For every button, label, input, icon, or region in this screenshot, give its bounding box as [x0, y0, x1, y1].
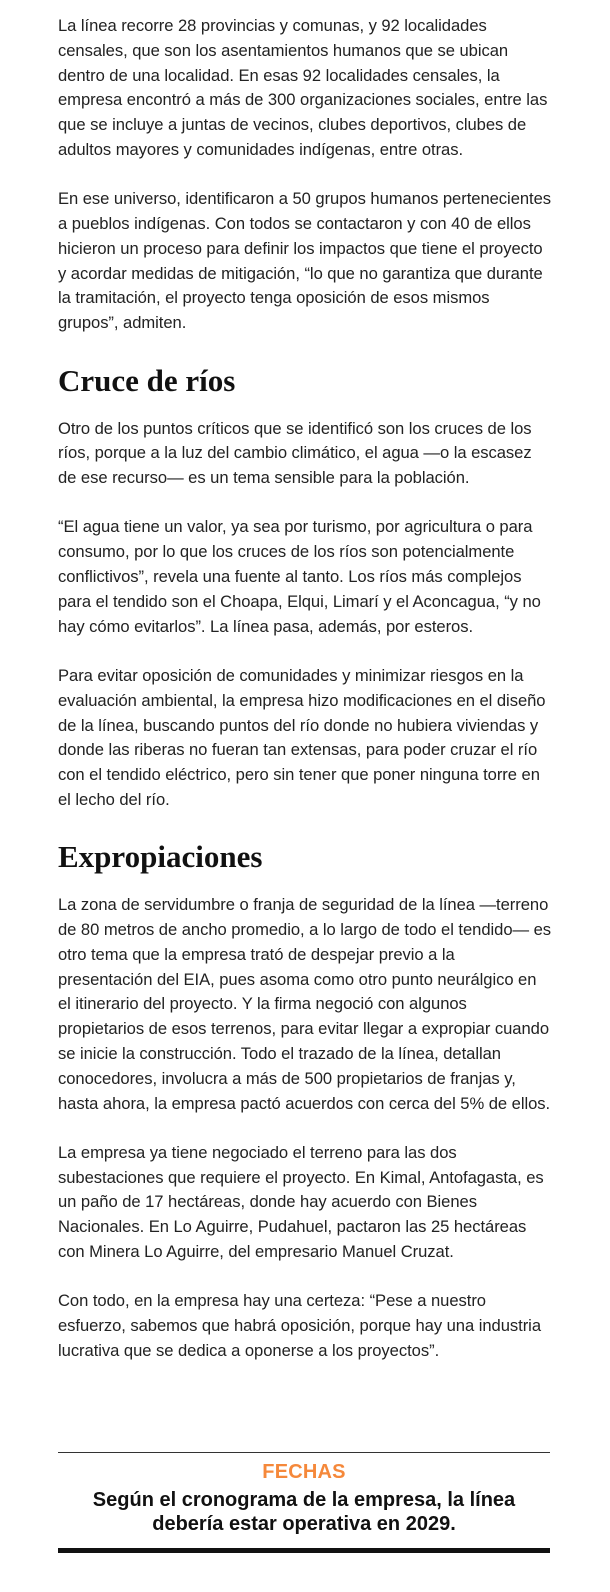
paragraph: La zona de servidumbre o franja de seguridad de la línea —terreno de 80 metros de ancho promedio, a lo largo de todo el tendido— es otro tema que la empresa trató de despejar previo a la presentación del EIA, pues asoma como otro punto neurálgico en el itinerario del proyecto. Y la firma negoció con algunos propietarios de esos terrenos, para evitar llegar a expropiar cuando se inicie la construcción. Todo el trazado de la línea, detallan conocedores, involucra a más de 500 propietarios de franjas y, hasta ahora, la empresa pactó acuerdos con cerca del 5% de ellos. — [58, 895, 552, 1113]
section-heading-expropiaciones: Expropiaciones — [58, 839, 263, 875]
section-heading-cruce-de-rios: Cruce de ríos — [58, 362, 236, 398]
paragraph: La línea recorre 28 provincias y comunas, y 92 localidades censales, que son los asentamientos humanos que se ubican dentro de una localidad. En esas 92 localidades censales, la empresa encontró a más de 300 organizaciones sociales, entre las que se incluye a juntas de vecinos, clubes deportivos, clubes de adultos mayores y comunidades indígenas, entre otras. — [58, 16, 548, 159]
paragraph: En ese universo, identificaron a 50 grupos humanos pertenecientes a pueblos indígenas. Con todos se contactaron y con 40 de ellos hicieron un proceso para definir los impactos que tiene el proyecto y acordar medidas de mitigación, “lo que no garantiza que durante la tramitación, el proyecto tenga oposición de esos mismos grupos”, admiten. — [58, 189, 552, 333]
fechas-callout-box — [58, 1452, 550, 1553]
paragraph: La empresa ya tiene negociado el terreno para las dos subestaciones que requiere el proyecto. En Kimal, Antofagasta, es un paño de 17 hectáreas, donde hay acuerdo con Bienes Nacionales. En Lo Aguirre, Pudahuel, pactaron las 25 hectáreas con Minera Lo Aguirre, del empresario Manuel Cruzat. — [58, 1142, 544, 1262]
callout-text: Según el cronograma de la empresa, la línea debería estar operativa en 2029. — [92, 1489, 516, 1535]
callout-label: FECHAS — [262, 1461, 346, 1483]
article-body — [58, 0, 552, 1535]
paragraph: Para evitar oposición de comunidades y minimizar riesgos en la evaluación ambiental, la empresa hizo modificaciones en el diseño de la línea, buscando puntos del río donde no hubiera viviendas y donde las riberas no fueran tan extensas, para poder cruzar el río con el tendido eléctrico, pero sin tener que poner ninguna torre en el lecho del río. — [58, 665, 546, 809]
callout-bottom-rule — [58, 1548, 550, 1553]
paragraph: Otro de los puntos críticos que se identificó son los cruces de los ríos, porque a la luz del cambio climático, el agua —o la escasez de ese recurso— es un tema sensible para la población. — [58, 418, 532, 488]
paragraph: Con todo, en la empresa hay una certeza: “Pese a nuestro esfuerzo, sabemos que habrá oposición, porque hay una industria lucrativa que se dedica a oponerse a los proyectos”. — [58, 1291, 541, 1360]
paragraph: “El agua tiene un valor, ya sea por turismo, por agricultura o para consumo, por lo que los cruces de los ríos son potencialmente conflictivos”, revela una fuente al tanto. Los ríos más complejos para el tendido son el Choapa, Elqui, Limarí y el Aconcagua, “y no hay cómo evitarlos”. La línea pasa, además, por esteros. — [58, 517, 541, 636]
